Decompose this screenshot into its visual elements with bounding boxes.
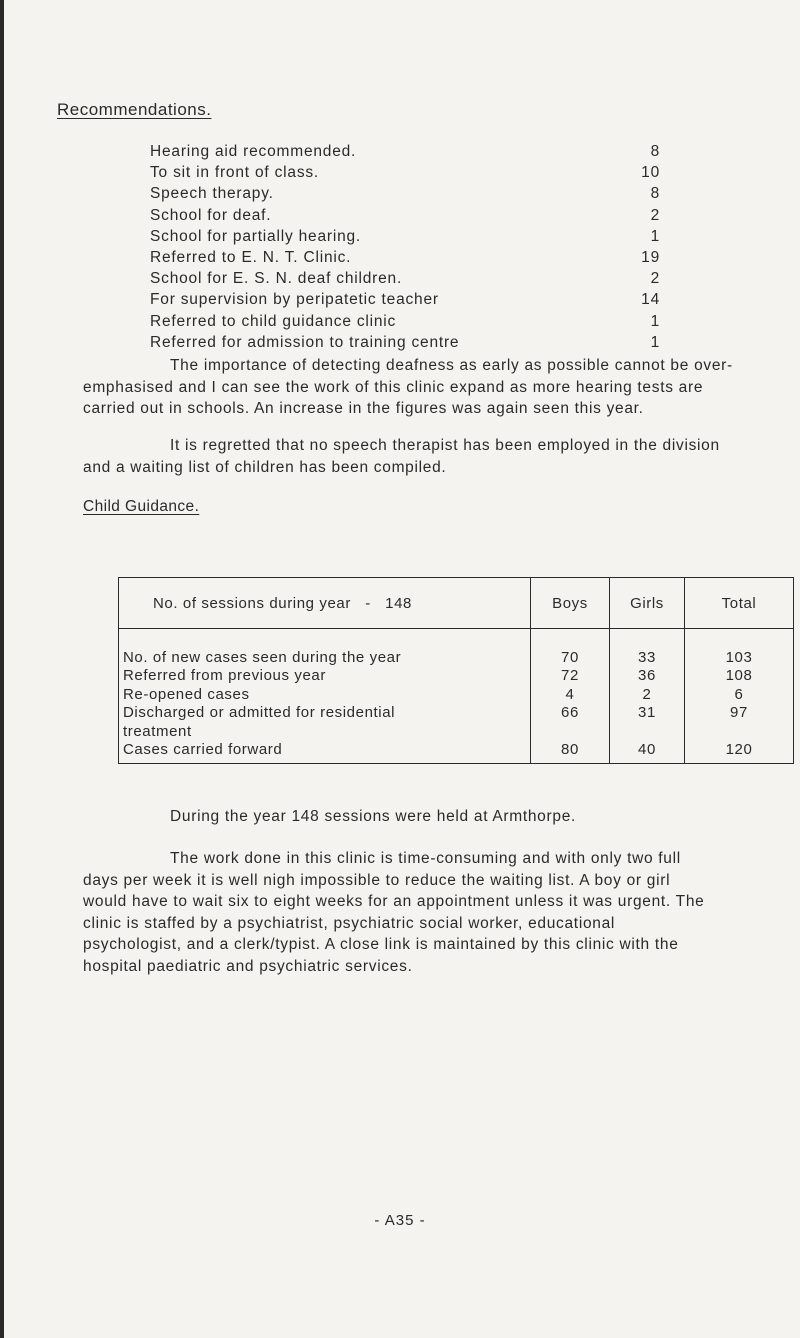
boys-value: 4 (565, 685, 575, 703)
header-sessions: No. of sessions during year - 148 (119, 578, 531, 629)
item-label: To sit in front of class. (150, 164, 320, 182)
header-girls: Girls (610, 578, 685, 629)
list-item (150, 143, 660, 164)
paragraph-text: During the year 148 sessions were held at Armthorpe. (170, 808, 577, 825)
list-item (150, 207, 660, 228)
row-label: Discharged or admitted for residential (123, 704, 396, 722)
item-label: For supervision by peripatetic teacher (150, 291, 439, 309)
item-count: 1 (650, 312, 660, 330)
total-value: 108 (725, 667, 753, 685)
total-value: 103 (725, 649, 753, 666)
paragraph-text: The work done in this clinic is time-consuming and with only two full days per week it is well nigh impossible to reduce the waiting list. A boy or girl would have to wait six to eight weeks for an appointment unless it was urgent. The clinic is staffed by a psychiatrist, psychiatric social worker, educational psychologist, and a clerk/typist. A close link is maintained by this clinic with the hospital paediatric and psychiatric services. (83, 850, 705, 975)
boys-cell (531, 629, 610, 764)
header-boys: Boys (531, 578, 610, 629)
page-edge (0, 0, 4, 1338)
child-guidance-heading: Child Guidance. (83, 498, 200, 515)
item-count: 19 (641, 248, 660, 266)
item-count: 1 (650, 227, 660, 245)
boys-value: 70 (561, 649, 579, 666)
item-label: Hearing aid recommended. (150, 143, 357, 160)
paragraph-deafness (83, 355, 733, 420)
item-count: 8 (650, 185, 660, 203)
girls-value: 36 (638, 667, 656, 685)
list-item (150, 164, 660, 185)
list-item (150, 334, 660, 355)
paragraph-sessions (170, 806, 770, 828)
recommendations-list (150, 143, 660, 355)
girls-value: 33 (638, 649, 656, 666)
paragraph-clinic-work (83, 848, 713, 978)
girls-value: 2 (642, 685, 652, 703)
row-label: Re-opened cases (123, 685, 250, 703)
total-value: 97 (730, 704, 748, 722)
girls-value: 40 (638, 740, 656, 758)
row-label: Cases carried forward (123, 740, 283, 758)
item-count: 2 (650, 270, 660, 288)
item-count: 14 (641, 291, 660, 309)
item-label: Referred to E. N. T. Clinic. (150, 248, 352, 266)
item-label: Referred to child guidance clinic (150, 312, 397, 330)
list-item (150, 185, 660, 206)
row-label: Referred from previous year (123, 667, 326, 685)
girls-cell (610, 629, 685, 764)
table-header-row (119, 578, 794, 629)
paragraph-text: The importance of detecting deafness as early as possible cannot be over-emphasised and I can see the work of this clinic expand as more hearing tests are carried out in schools. An increase in the figures was again seen this year. (83, 357, 733, 418)
item-label: Referred for admission to training centre (150, 333, 460, 351)
item-count: 2 (650, 206, 660, 224)
total-value: 6 (734, 685, 744, 703)
item-label: School for deaf. (150, 206, 272, 224)
list-item (150, 313, 660, 334)
item-label: School for partially hearing. (150, 227, 362, 245)
boys-value: 80 (561, 740, 579, 758)
spacer (611, 723, 683, 741)
header-total: Total (685, 578, 794, 629)
page-number: - A35 - (374, 1212, 426, 1229)
row-label-continued: treatment (123, 722, 192, 740)
spacer (532, 723, 608, 741)
table-body-row (119, 629, 794, 764)
child-guidance-table (118, 577, 794, 764)
paragraph-speech-therapist (83, 435, 728, 478)
spacer (686, 723, 792, 741)
girls-value: 31 (638, 704, 656, 722)
item-count: 10 (641, 164, 660, 182)
recommendations-heading: Recommendations. (57, 100, 212, 119)
list-item (150, 228, 660, 249)
list-item (150, 291, 660, 312)
row-labels-cell (119, 629, 531, 764)
total-cell (685, 629, 794, 764)
item-label: School for E. S. N. deaf children. (150, 270, 403, 288)
boys-value: 66 (561, 704, 579, 722)
item-count: 1 (650, 333, 660, 351)
item-count: 8 (650, 143, 660, 160)
paragraph-text: It is regretted that no speech therapist has been employed in the division and a waiting list of children has been compiled. (83, 437, 720, 476)
boys-value: 72 (561, 667, 579, 685)
total-value: 120 (725, 740, 753, 758)
list-item (150, 249, 660, 270)
list-item (150, 270, 660, 291)
row-label: No. of new cases seen during the year (123, 649, 402, 666)
item-label: Speech therapy. (150, 185, 274, 203)
